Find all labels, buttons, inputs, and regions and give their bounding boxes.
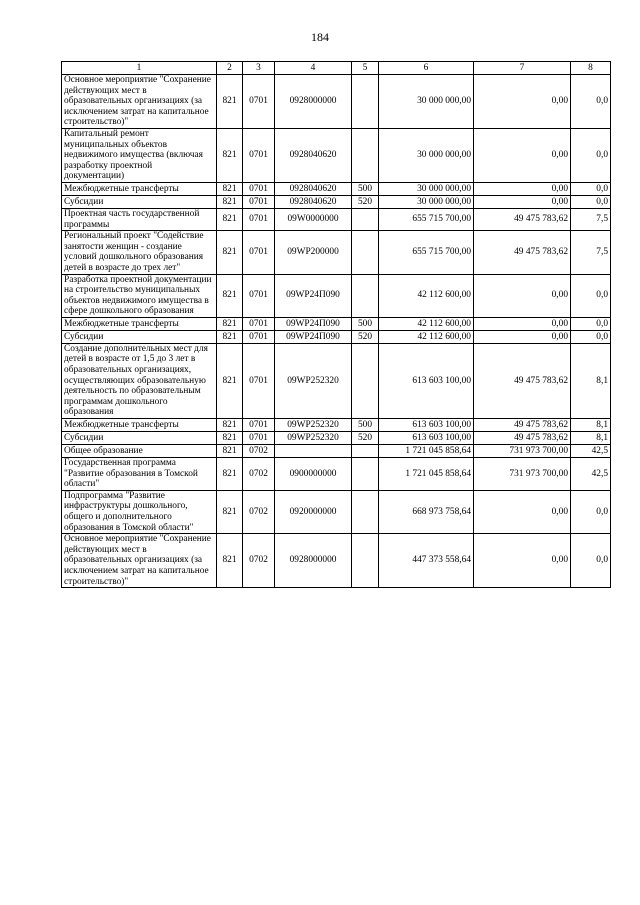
- execution-percent: 8,1: [571, 432, 611, 445]
- executed-amount: 49 475 783,62: [474, 432, 571, 445]
- executed-amount: 49 475 783,62: [474, 343, 571, 418]
- execution-percent: 0,0: [571, 490, 611, 533]
- code-target: [275, 445, 352, 458]
- code-target: 09WP24П090: [275, 330, 352, 343]
- code-expense-type: 500: [352, 419, 379, 432]
- row-name: Проектная часть государственной программы: [62, 208, 217, 230]
- code-admin: 821: [217, 75, 243, 129]
- code-target: 09WP24П090: [275, 317, 352, 330]
- code-admin: 821: [217, 419, 243, 432]
- planned-amount: 1 721 045 858,64: [379, 458, 474, 491]
- executed-amount: 0,00: [474, 128, 571, 182]
- code-admin: 821: [217, 231, 243, 274]
- row-name: Основное мероприятие "Сохранение действующих мест в образовательных организациях (за исключением затрат на капитальное строительство)": [62, 534, 217, 588]
- code-admin: 821: [217, 343, 243, 418]
- execution-percent: 0,0: [571, 330, 611, 343]
- code-section: 0701: [243, 75, 275, 129]
- execution-percent: 0,0: [571, 128, 611, 182]
- execution-percent: 8,1: [571, 343, 611, 418]
- code-section: 0701: [243, 231, 275, 274]
- column-header: 8: [571, 62, 611, 75]
- code-section: 0701: [243, 274, 275, 317]
- row-name: Субсидии: [62, 432, 217, 445]
- code-admin: 821: [217, 458, 243, 491]
- code-section: 0701: [243, 182, 275, 195]
- row-name: Общее образование: [62, 445, 217, 458]
- code-expense-type: 500: [352, 182, 379, 195]
- planned-amount: 42 112 600,00: [379, 317, 474, 330]
- table-row: [62, 534, 611, 588]
- code-expense-type: [352, 231, 379, 274]
- table-row: [62, 195, 611, 208]
- execution-percent: 0,0: [571, 534, 611, 588]
- row-name: Региональный проект "Содействие занятости женщин - создание условий дошкольного образования детей в возрасте до трех лет": [62, 231, 217, 274]
- executed-amount: 731 973 700,00: [474, 458, 571, 491]
- execution-percent: 0,0: [571, 317, 611, 330]
- column-header: 6: [379, 62, 474, 75]
- budget-table: [61, 61, 611, 588]
- code-expense-type: [352, 343, 379, 418]
- table-row: [62, 274, 611, 317]
- column-header: 5: [352, 62, 379, 75]
- code-expense-type: [352, 490, 379, 533]
- executed-amount: 0,00: [474, 490, 571, 533]
- code-target: 0928040620: [275, 128, 352, 182]
- code-target: 09W0000000: [275, 208, 352, 230]
- planned-amount: 30 000 000,00: [379, 182, 474, 195]
- code-admin: 821: [217, 195, 243, 208]
- row-name: Капитальный ремонт муниципальных объектов недвижимого имущества (включая разработку проектной документации): [62, 128, 217, 182]
- code-admin: 821: [217, 330, 243, 343]
- code-expense-type: [352, 458, 379, 491]
- row-name: Межбюджетные трансферты: [62, 317, 217, 330]
- code-target: 09WP252320: [275, 343, 352, 418]
- row-name: Основное мероприятие "Сохранение действующих мест в образовательных организациях (за исключением затрат на капитальное строительство)": [62, 75, 217, 129]
- executed-amount: 49 475 783,62: [474, 208, 571, 230]
- code-expense-type: [352, 445, 379, 458]
- planned-amount: 447 373 558,64: [379, 534, 474, 588]
- execution-percent: 0,0: [571, 75, 611, 129]
- planned-amount: 655 715 700,00: [379, 231, 474, 274]
- planned-amount: 613 603 100,00: [379, 343, 474, 418]
- executed-amount: 0,00: [474, 182, 571, 195]
- code-admin: 821: [217, 445, 243, 458]
- code-section: 0701: [243, 317, 275, 330]
- planned-amount: 30 000 000,00: [379, 195, 474, 208]
- table-row: [62, 317, 611, 330]
- code-expense-type: [352, 208, 379, 230]
- table-row: [62, 182, 611, 195]
- table-header-row: [62, 62, 611, 75]
- row-name: Разработка проектной документации на строительство муниципальных объектов недвижимого имущества в сфере дошкольного образования: [62, 274, 217, 317]
- row-name: Подпрограмма "Развитие инфраструктуры дошкольного, общего и дополнительного образования в Томской области": [62, 490, 217, 533]
- row-name: Субсидии: [62, 195, 217, 208]
- code-expense-type: [352, 128, 379, 182]
- code-admin: 821: [217, 534, 243, 588]
- planned-amount: 30 000 000,00: [379, 128, 474, 182]
- row-name: Государственная программа "Развитие образования в Томской области": [62, 458, 217, 491]
- code-admin: 821: [217, 432, 243, 445]
- column-header: 1: [62, 62, 217, 75]
- code-section: 0701: [243, 128, 275, 182]
- executed-amount: 731 973 700,00: [474, 445, 571, 458]
- executed-amount: 0,00: [474, 75, 571, 129]
- planned-amount: 1 721 045 858,64: [379, 445, 474, 458]
- code-target: 0900000000: [275, 458, 352, 491]
- code-admin: 821: [217, 490, 243, 533]
- code-section: 0702: [243, 445, 275, 458]
- planned-amount: 42 112 600,00: [379, 330, 474, 343]
- executed-amount: 0,00: [474, 534, 571, 588]
- code-admin: 821: [217, 208, 243, 230]
- table-row: [62, 343, 611, 418]
- planned-amount: 42 112 600,00: [379, 274, 474, 317]
- execution-percent: 0,0: [571, 195, 611, 208]
- code-target: 09WP24П090: [275, 274, 352, 317]
- code-section: 0702: [243, 490, 275, 533]
- execution-percent: 42,5: [571, 458, 611, 491]
- code-section: 0701: [243, 343, 275, 418]
- executed-amount: 0,00: [474, 195, 571, 208]
- column-header: 2: [217, 62, 243, 75]
- planned-amount: 655 715 700,00: [379, 208, 474, 230]
- planned-amount: 613 603 100,00: [379, 419, 474, 432]
- row-name: Межбюджетные трансферты: [62, 182, 217, 195]
- code-section: 0701: [243, 432, 275, 445]
- code-expense-type: 520: [352, 330, 379, 343]
- code-section: 0701: [243, 419, 275, 432]
- execution-percent: 0,0: [571, 182, 611, 195]
- planned-amount: 668 973 758,64: [379, 490, 474, 533]
- code-section: 0702: [243, 534, 275, 588]
- row-name: Создание дополнительных мест для детей в возрасте от 1,5 до 3 лет в образовательных организациях, осуществляющих образовательную деятельность по образовательным программам дошкольного образования: [62, 343, 217, 418]
- table-row: [62, 330, 611, 343]
- planned-amount: 613 603 100,00: [379, 432, 474, 445]
- row-name: Субсидии: [62, 330, 217, 343]
- table-row: [62, 432, 611, 445]
- code-section: 0701: [243, 330, 275, 343]
- page-number: 184: [311, 30, 329, 44]
- code-target: 09WP252320: [275, 419, 352, 432]
- table-row: [62, 231, 611, 274]
- code-target: 09WP200000: [275, 231, 352, 274]
- code-target: 09WP252320: [275, 432, 352, 445]
- execution-percent: 8,1: [571, 419, 611, 432]
- execution-percent: 42,5: [571, 445, 611, 458]
- table-row: [62, 445, 611, 458]
- code-admin: 821: [217, 182, 243, 195]
- executed-amount: 49 475 783,62: [474, 419, 571, 432]
- code-expense-type: [352, 534, 379, 588]
- code-admin: 821: [217, 274, 243, 317]
- code-expense-type: 500: [352, 317, 379, 330]
- table-row: [62, 490, 611, 533]
- code-target: 0928000000: [275, 534, 352, 588]
- code-target: 0928040620: [275, 195, 352, 208]
- execution-percent: 7,5: [571, 231, 611, 274]
- table-row: [62, 128, 611, 182]
- column-header: 7: [474, 62, 571, 75]
- column-header: 4: [275, 62, 352, 75]
- executed-amount: 0,00: [474, 317, 571, 330]
- code-expense-type: [352, 274, 379, 317]
- executed-amount: 49 475 783,62: [474, 231, 571, 274]
- table-row: [62, 419, 611, 432]
- code-admin: 821: [217, 317, 243, 330]
- code-section: 0701: [243, 208, 275, 230]
- planned-amount: 30 000 000,00: [379, 75, 474, 129]
- code-expense-type: 520: [352, 432, 379, 445]
- executed-amount: 0,00: [474, 274, 571, 317]
- code-admin: 821: [217, 128, 243, 182]
- code-target: 0920000000: [275, 490, 352, 533]
- code-section: 0701: [243, 195, 275, 208]
- code-target: 0928000000: [275, 75, 352, 129]
- code-section: 0702: [243, 458, 275, 491]
- table-row: [62, 458, 611, 491]
- row-name: Межбюджетные трансферты: [62, 419, 217, 432]
- column-header: 3: [243, 62, 275, 75]
- code-expense-type: [352, 75, 379, 129]
- code-expense-type: 520: [352, 195, 379, 208]
- code-target: 0928040620: [275, 182, 352, 195]
- table-row: [62, 208, 611, 230]
- execution-percent: 0,0: [571, 274, 611, 317]
- execution-percent: 7,5: [571, 208, 611, 230]
- executed-amount: 0,00: [474, 330, 571, 343]
- table-row: [62, 75, 611, 129]
